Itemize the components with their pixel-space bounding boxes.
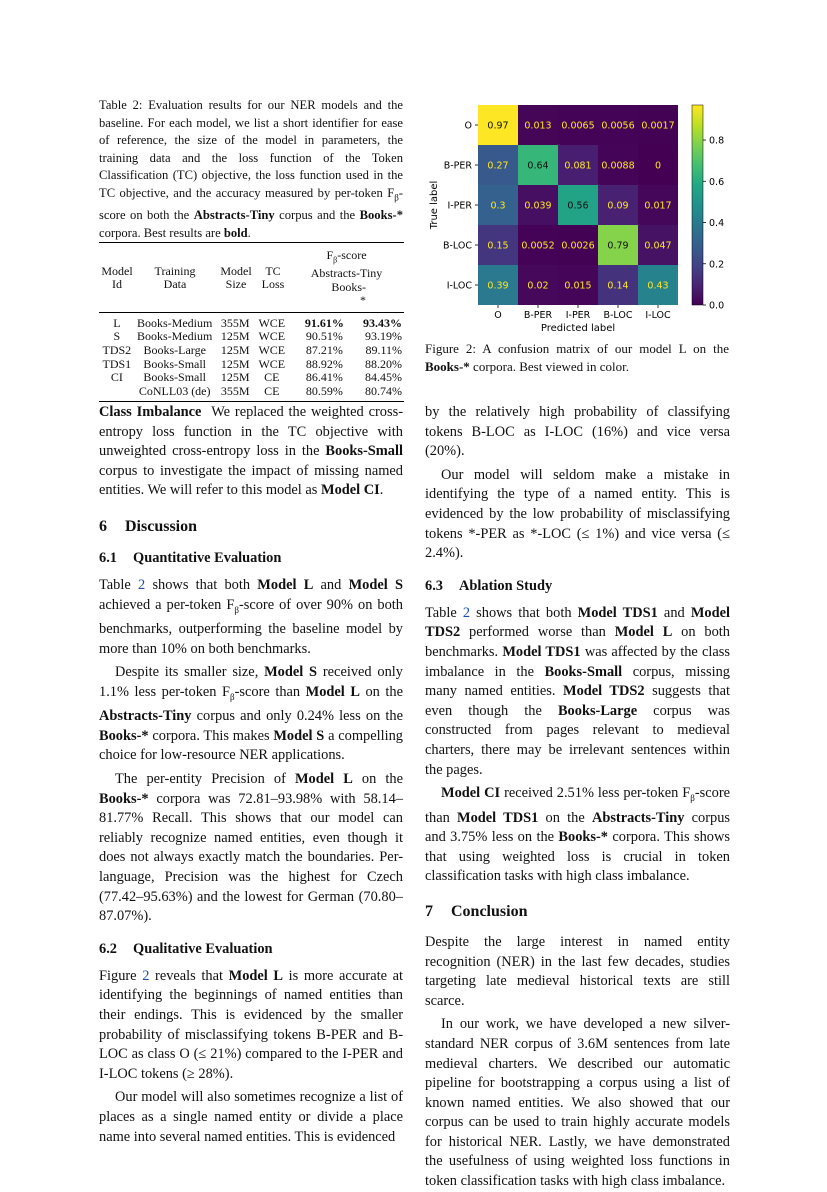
table-ref-link[interactable]: 2 xyxy=(138,576,146,593)
colorbar-tick-label: 0.6 xyxy=(709,176,725,188)
heatmap-cell-label: 0.02 xyxy=(527,280,549,292)
subsection-heading-qualitative: 6.2 Qualitative Evaluation xyxy=(99,940,273,957)
heatmap-cell-label: 0.43 xyxy=(647,280,669,292)
y-tick-label: I-LOC xyxy=(446,280,472,292)
x-tick-label: B-LOC xyxy=(603,310,633,321)
heatmap-cell-label: 0.017 xyxy=(644,200,672,212)
y-tick-label: B-LOC xyxy=(442,240,472,252)
subsection-heading-quantitative: 6.1 Quantitative Evaluation xyxy=(99,549,282,566)
x-tick-label: B-PER xyxy=(523,310,553,321)
heatmap-cell-label: 0.3 xyxy=(490,200,506,212)
heatmap-cell-label: 0.27 xyxy=(487,160,509,172)
x-axis-label: Predicted label xyxy=(540,323,616,334)
quantitative-paragraph-1: Table 2 shows that both Model L and Model S achieved a per-token $F_\beta$-score of over 90% on both benchmarks, outperforming the baseline model by more than 10% on both benchmarks. xyxy=(99,576,403,657)
results-table xyxy=(99,249,404,308)
ablation-paragraph-2: Model CI received 2.51% less per-token $F_\beta$-score than Model TDS1 on the Abstracts-Tiny corpus and 3.75% less on the Books-* corpora. This shows that using weighted loss is crucial in token classification tasks with high class imbalance. xyxy=(425,785,731,885)
heatmap-cell-label: 0.39 xyxy=(487,280,509,292)
colorbar-tick-label: 0.2 xyxy=(709,259,725,271)
heatmap-cell-label: 0.56 xyxy=(567,200,589,212)
table-row: TDS1 Books-Small 125M WCE 88.92% 88.20% xyxy=(102,356,402,371)
results-table-wrap xyxy=(99,242,404,402)
y-axis-label: True label xyxy=(429,180,440,230)
qualitative-paragraph-3: Our model will seldom make a mistake in identifying the type of a named entity. This is evidenced by the low probability of misclassifying tokens *-PER as *-LOC (≤ 1%) and vice versa (≤ 2.4%). xyxy=(425,466,730,562)
x-tick-label: O xyxy=(494,310,502,321)
subsection-heading-ablation: 6.3 Ablation Study xyxy=(425,577,553,594)
colorbar-tick-label: 0.8 xyxy=(709,135,725,147)
table-row: S Books-Medium 125M WCE 90.51% 93.19% xyxy=(113,329,402,344)
heatmap-cell-label: 0.64 xyxy=(527,160,549,172)
table-ref-link[interactable]: 2 xyxy=(462,604,471,621)
section-heading-discussion: 6 Discussion xyxy=(99,517,198,535)
left-column xyxy=(99,403,403,1147)
confusion-matrix-figure xyxy=(425,95,735,335)
heatmap-cell-label: 0.0052 xyxy=(521,240,555,252)
header-fscore: $F_\beta$-score Abstracts-TinyBooks-* xyxy=(310,248,383,308)
heatmap-cell-label: 0.039 xyxy=(524,200,552,212)
header-training-data: Training Data xyxy=(154,263,196,292)
heatmap-cell-label: 0.081 xyxy=(564,160,592,172)
quantitative-paragraph-2: Despite its smaller size, Model S received only 1.1% less per-token $F_\beta$-score than Model L on the Abstracts-Tiny corpus and only 0.24% less on the Books-* corpora. This makes Model S a compelling choice for low-resource NER applications. xyxy=(99,664,403,764)
y-tick-label: B-PER xyxy=(443,160,472,172)
heatmap-cell-label: 0.0026 xyxy=(561,240,595,252)
heatmap-cell-label: 0.15 xyxy=(487,240,509,252)
table-row: CoNLL03 (de) 355M CE 80.59% 80.74% xyxy=(138,383,402,398)
x-tick-label: I-PER xyxy=(565,310,591,321)
heatmap-cell-label: 0.015 xyxy=(564,280,592,292)
table-caption: Table 2: Evaluation results for our NER models and the baseline. For each model, we list a short identifier for ease of reference, the size of the model in parameters, the training data and the loss function of the Token Classification (TC) objective, the loss function used in the TC objective, and the accuracy measured by per-token $F_\beta$-score on both the Abstracts-Tiny corpus and the Books-* corpora. Best results are bold. xyxy=(99,98,403,240)
colorbar xyxy=(692,105,703,305)
heatmap-cell-label: 0.047 xyxy=(644,240,672,252)
y-tick-label: I-PER xyxy=(447,200,472,212)
ablation-paragraph-1: Table 2 shows that both Model TDS1 and Model TDS2 performed worse than Model L on both benchmarks. Model TDS1 was affected by the class imbalance in the Books-Small corpus, missing many named entities. Model TDS2 suggests that even though the Books-Large corpus was constructed from pages relevant to medieval charters, there may be irrelevant sentences within the pages. xyxy=(425,604,731,778)
conclusion-paragraph-1: Despite the large interest in named entity recognition (NER) in the last few decades, studies targeting late medieval historical texts are still scarce. xyxy=(425,933,730,1009)
figure-caption: Figure 2: A confusion matrix of our model L on the Books-* corpora. Best viewed in color. xyxy=(425,341,729,374)
colorbar-tick-label: 0.0 xyxy=(709,300,725,312)
right-column xyxy=(425,403,730,1192)
heatmap-cell-label: 0 xyxy=(654,160,662,172)
header-model-size: Model Size xyxy=(220,263,252,292)
figure-ref-link[interactable]: 2 xyxy=(142,967,150,984)
heatmap-cell-label: 0.0056 xyxy=(601,120,635,132)
y-tick-label: O xyxy=(464,120,472,132)
heatmap-cell-label: 0.0088 xyxy=(601,160,635,172)
x-tick-label: I-LOC xyxy=(645,310,671,321)
qualitative-paragraph-2-cont: by the relatively high probability of classifying tokens B-LOC as I-LOC (16%) and vice versa (20%). xyxy=(425,404,730,460)
heatmap-cell-label: 0.97 xyxy=(487,120,509,132)
table-caption-label: Table 2: xyxy=(99,98,143,112)
qualitative-paragraph-2: Our model will also sometimes recognize a list of places as a single named entity or divide a place name into several named entities. This is evidenced xyxy=(99,1089,403,1145)
colorbar-tick-label: 0.4 xyxy=(709,218,725,230)
heatmap-cell-label: 0.09 xyxy=(607,200,629,212)
heatmap-cell-label: 0.14 xyxy=(607,280,629,292)
section-heading-conclusion: 7 Conclusion xyxy=(425,902,528,920)
table-row: L Books-Medium 355M WCE 91.61% 93.43% xyxy=(113,315,402,330)
results-table-body xyxy=(99,317,404,399)
class-imbalance-paragraph: Class Imbalance We replaced the weighted cross-entropy loss function in the TC objective with unweighted cross-entropy loss in the Books-Small corpus to investigate the impact of missing named entities. We will refer to this model as Model CI. xyxy=(99,404,403,499)
quantitative-paragraph-3: The per-entity Precision of Model L on the Books-* corpora was 72.81–93.98% with 58.14–81.77% Recall. This shows that our model can reliably recognize named entities, even though it does not always exactly match the boundaries. Per-language, Precision was the highest for Czech (77.42–95.63%) and the lowest for German (70.80–87.07%). xyxy=(99,771,403,925)
qualitative-paragraph-1: Figure 2 reveals that Model L is more accurate at identifying the beginnings of named entities than their endings. This is evidenced by the smaller probability of misclassifying tokens B-PER and B-LOC as class O (≤ 21%) compared to the I-PER and I-LOC tokens (≥ 28%). xyxy=(99,967,403,1082)
header-tc-loss: TC Loss xyxy=(261,263,285,292)
heatmap-cell-label: 0.0017 xyxy=(641,120,675,132)
table-row: CI Books-Small 125M CE 86.41% 84.45% xyxy=(110,370,402,385)
header-model-id: Model Id xyxy=(101,263,133,292)
heatmap-cell-label: 0.79 xyxy=(607,240,629,252)
heatmap-cell-label: 0.013 xyxy=(524,120,552,132)
heatmap-cell-label: 0.0065 xyxy=(561,120,595,132)
table-row: TDS2 Books-Large 125M WCE 87.21% 89.11% xyxy=(102,342,402,357)
conclusion-paragraph-2: In our work, we have developed a new silver-standard NER corpus of 3.6M sentences from late medieval charters. We described our automatic pipeline for bootstrapping a corpus using a list of known named entities. We also showed that our corpus can be used to train highly accurate models for historical NER. Lastly, we have demonstrated the usefulness of using weighted loss functions in token classification tasks with high class imbalance. xyxy=(425,1016,730,1190)
